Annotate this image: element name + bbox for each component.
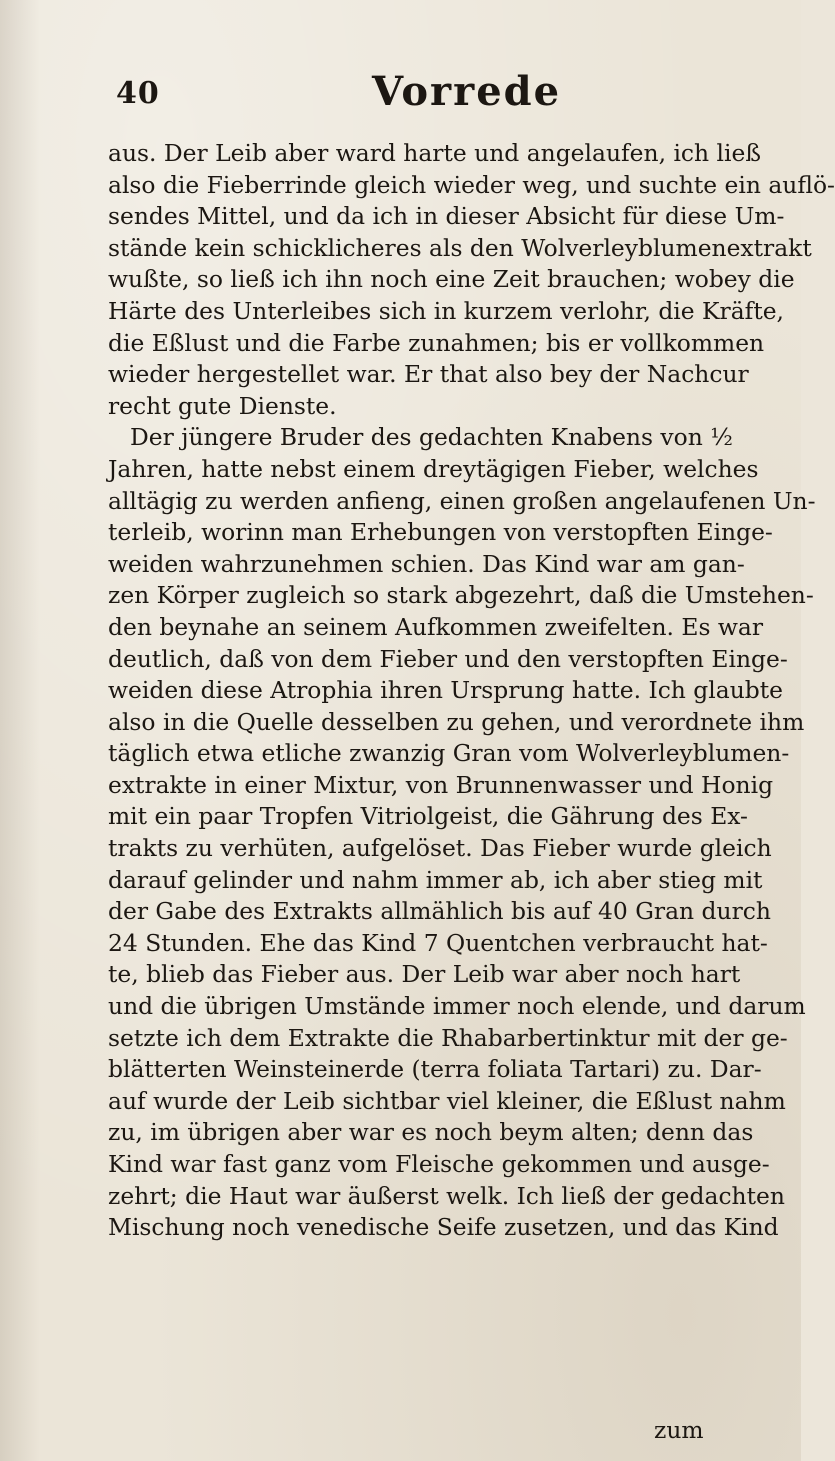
text-line: alltägig zu werden anfieng, einen großen angelaufenen Un- <box>108 486 816 515</box>
page-header <box>0 0 801 120</box>
text-line: zen Körper zugleich so stark abgezehrt, daß die Umstehen- <box>108 581 814 610</box>
text-line: darauf gelinder und nahm immer ab, ich aber stieg mit <box>108 865 763 894</box>
text-line: deutlich, daß von dem Fieber und den verstopften Einge- <box>108 644 788 673</box>
text-line: recht gute Dienste. <box>108 391 337 420</box>
text-line: weiden wahrzunehmen schien. Das Kind war am gan- <box>108 549 745 578</box>
text-line: zehrt; die Haut war äußerst welk. Ich ließ der gedachten <box>108 1181 785 1210</box>
text-line: mit ein paar Tropfen Vitriolgeist, die Gährung des Ex- <box>108 802 748 831</box>
text-line: te, blieb das Fieber aus. Der Leib war aber noch hart <box>108 960 741 989</box>
text-line: und die übrigen Umstände immer noch elende, und darum <box>108 992 806 1021</box>
text-line: 24 Stunden. Ehe das Kind 7 Quentchen verbraucht hat- <box>108 928 768 957</box>
text-line: terleib, worinn man Erhebungen von verstopften Einge- <box>108 518 773 547</box>
catchword: zum <box>654 1416 704 1444</box>
text-line: die Eßlust und die Farbe zunahmen; bis er vollkommen <box>108 328 765 357</box>
text-line: trakts zu verhüten, aufgelöset. Das Fieber wurde gleich <box>108 834 772 863</box>
text-line: den beynahe an seinem Aufkommen zweifelten. Es war <box>108 612 764 641</box>
text-line: setzte ich dem Extrakte die Rhabarbertinktur mit der ge- <box>108 1023 788 1052</box>
text-line: blätterten Weinsteinerde (terra foliata Tartari) zu. Dar- <box>108 1055 762 1084</box>
text-line: aus. Der Leib aber ward harte und angelaufen, ich ließ <box>108 139 761 167</box>
text-line: weiden diese Atrophia ihren Ursprung hatte. Ich glaubte <box>108 676 783 705</box>
paragraph-start-line: Der jüngere Bruder des gedachten Knabens von ½ <box>130 423 733 452</box>
text-line: extrakte in einer Mixtur, von Brunnenwasser und Honig <box>108 770 774 799</box>
text-line: Mischung noch venedische Seife zusetzen, und das Kind <box>108 1213 779 1242</box>
text-line: Härte des Unterleibes sich in kurzem verlohr, die Kräfte, <box>108 296 784 325</box>
text-line: Jahren, hatte nebst einem dreytägigen Fieber, welches <box>108 454 759 483</box>
text-line: wußte, so ließ ich ihn noch eine Zeit brauchen; wobey die <box>108 265 795 294</box>
page-gutter-shadow <box>0 0 40 1461</box>
text-line: täglich etwa etliche zwanzig Gran vom Wolverleyblumen- <box>108 739 790 768</box>
running-head: Vorrede <box>372 68 562 115</box>
text-line: sendes Mittel, und da ich in dieser Absicht für diese Um- <box>108 202 785 231</box>
text-line: auf wurde der Leib sichtbar viel kleiner, die Eßlust nahm <box>108 1086 786 1115</box>
text-line: der Gabe des Extrakts allmählich bis auf 40 Gran durch <box>108 897 771 926</box>
text-line: zu, im übrigen aber war es noch beym alten; denn das <box>108 1118 754 1147</box>
text-line: Kind war fast ganz vom Fleische gekommen und ausge- <box>108 1150 770 1178</box>
text-line: also in die Quelle desselben zu gehen, und verordnete ihm <box>108 707 805 736</box>
page-number: 40 <box>116 76 160 111</box>
body-text <box>108 138 835 1244</box>
text-line: also die Fieberrinde gleich wieder weg, und suchte ein auflö- <box>108 170 835 199</box>
text-line: wieder hergestellet war. Er that also bey der Nachcur <box>108 360 749 389</box>
text-line: stände kein schicklicheres als den Wolverleyblumenextrakt <box>108 233 812 262</box>
